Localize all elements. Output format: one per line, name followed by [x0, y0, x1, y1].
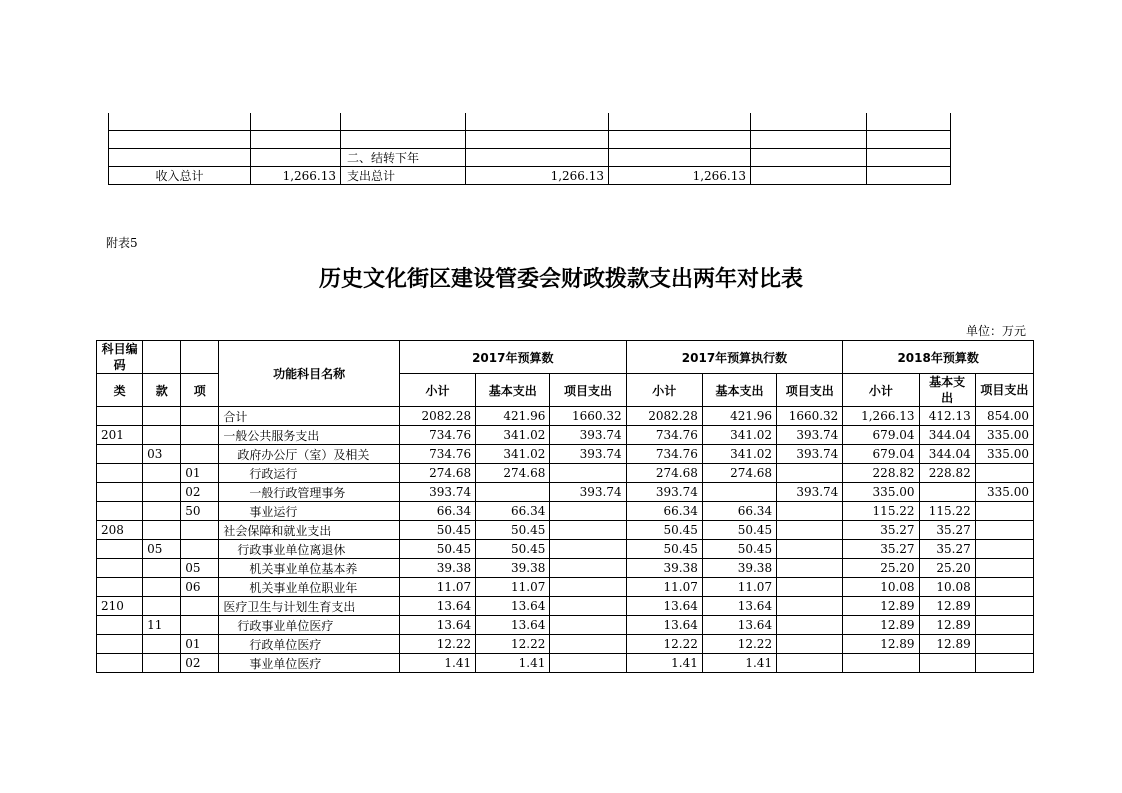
amount-cell	[843, 654, 919, 673]
amount-cell: 39.38	[476, 559, 550, 578]
amount-cell: 66.34	[476, 502, 550, 521]
amount-cell	[975, 502, 1033, 521]
subject-name-cell: 机关事业单位基本养	[219, 559, 400, 578]
amount-cell	[550, 521, 626, 540]
amount-cell: 11.07	[399, 578, 475, 597]
summary-cell	[251, 113, 341, 131]
lei-code-cell	[97, 654, 143, 673]
amount-cell: 50.45	[476, 540, 550, 559]
amount-cell	[777, 464, 843, 483]
amount-cell: 393.74	[777, 483, 843, 502]
subtotal-header: 小计	[399, 374, 475, 407]
appendix-label: 附表5	[106, 236, 138, 250]
summary-cell	[109, 149, 251, 167]
amount-cell: 66.34	[702, 502, 776, 521]
amount-cell: 1,266.13	[843, 407, 919, 426]
amount-cell: 13.64	[702, 616, 776, 635]
amount-cell: 421.96	[702, 407, 776, 426]
summary-cell	[867, 113, 951, 131]
amount-cell: 393.74	[550, 483, 626, 502]
amount-cell: 734.76	[626, 426, 702, 445]
kuan-code-cell	[143, 559, 181, 578]
budget-comparison-table	[96, 340, 1034, 673]
amount-cell: 335.00	[975, 426, 1033, 445]
amount-cell: 393.74	[777, 445, 843, 464]
amount-cell: 335.00	[975, 445, 1033, 464]
amount-cell	[777, 521, 843, 540]
amount-cell: 12.89	[919, 616, 975, 635]
amount-cell: 393.74	[550, 445, 626, 464]
summary-row	[109, 167, 951, 185]
amount-cell: 50.45	[476, 521, 550, 540]
summary-cell	[109, 113, 251, 131]
table-row	[97, 559, 1034, 578]
amount-cell	[550, 540, 626, 559]
xiang-code-cell: 50	[181, 502, 219, 521]
amount-cell: 12.89	[919, 635, 975, 654]
lei-code-cell: 210	[97, 597, 143, 616]
summary-cell: 1,266.13	[466, 167, 609, 185]
table-row	[97, 426, 1034, 445]
amount-cell: 1.41	[476, 654, 550, 673]
amount-cell	[975, 540, 1033, 559]
group-2017-budget-header: 2017年预算数	[399, 341, 626, 374]
amount-cell	[777, 559, 843, 578]
amount-cell: 274.68	[702, 464, 776, 483]
amount-cell	[975, 464, 1033, 483]
kuan-code-cell: 11	[143, 616, 181, 635]
summary-cell	[751, 149, 867, 167]
subject-name-cell: 事业运行	[219, 502, 400, 521]
xiang-code-cell	[181, 540, 219, 559]
amount-cell	[550, 559, 626, 578]
amount-cell	[550, 578, 626, 597]
amount-cell: 421.96	[476, 407, 550, 426]
subject-name-cell: 行政事业单位离退休	[219, 540, 400, 559]
amount-cell: 11.07	[476, 578, 550, 597]
amount-cell	[550, 597, 626, 616]
table-row	[97, 635, 1034, 654]
xiang-code-cell	[181, 445, 219, 464]
amount-cell: 274.68	[399, 464, 475, 483]
amount-cell: 66.34	[399, 502, 475, 521]
xiang-header: 项	[181, 374, 219, 407]
subject-name-cell: 一般行政管理事务	[219, 483, 400, 502]
amount-cell	[702, 483, 776, 502]
amount-cell: 35.27	[843, 540, 919, 559]
subtotal-header: 小计	[843, 374, 919, 407]
project-header: 项目支出	[975, 374, 1033, 407]
amount-cell: 35.27	[919, 521, 975, 540]
group-2018-budget-header: 2018年预算数	[843, 341, 1034, 374]
summary-cell: 支出总计	[341, 167, 466, 185]
amount-cell: 39.38	[702, 559, 776, 578]
amount-cell	[550, 502, 626, 521]
amount-cell	[550, 635, 626, 654]
group-2017-exec-header: 2017年预算执行数	[626, 341, 843, 374]
amount-cell: 734.76	[399, 426, 475, 445]
lei-code-cell	[97, 407, 143, 426]
amount-cell: 274.68	[476, 464, 550, 483]
xiang-code-cell: 01	[181, 464, 219, 483]
amount-cell: 13.64	[476, 616, 550, 635]
amount-cell	[919, 654, 975, 673]
amount-cell	[550, 464, 626, 483]
kuan-code-cell	[143, 654, 181, 673]
subject-name-cell: 行政事业单位医疗	[219, 616, 400, 635]
summary-cell	[751, 131, 867, 149]
amount-cell: 274.68	[626, 464, 702, 483]
summary-cell	[867, 149, 951, 167]
amount-cell: 11.07	[702, 578, 776, 597]
summary-cell	[341, 113, 466, 131]
table-row	[97, 654, 1034, 673]
amount-cell: 393.74	[399, 483, 475, 502]
xiang-code-cell: 05	[181, 559, 219, 578]
amount-cell	[777, 502, 843, 521]
amount-cell	[777, 597, 843, 616]
amount-cell: 10.08	[843, 578, 919, 597]
kuan-code-cell	[143, 464, 181, 483]
summary-row	[109, 113, 951, 131]
amount-cell: 12.22	[702, 635, 776, 654]
amount-cell: 393.74	[626, 483, 702, 502]
amount-cell	[476, 483, 550, 502]
subject-name-cell: 政府办公厅（室）及相关	[219, 445, 400, 464]
amount-cell	[777, 654, 843, 673]
summary-cell: 1,266.13	[609, 167, 751, 185]
amount-cell: 50.45	[702, 521, 776, 540]
amount-cell	[975, 616, 1033, 635]
xiang-code-cell	[181, 426, 219, 445]
summary-table-fragment	[108, 113, 951, 185]
amount-cell: 13.64	[399, 597, 475, 616]
page-title: 历史文化街区建设管委会财政拨款支出两年对比表	[318, 267, 803, 292]
amount-cell	[777, 540, 843, 559]
table-row	[97, 407, 1034, 426]
amount-cell: 13.64	[702, 597, 776, 616]
subtotal-header: 小计	[626, 374, 702, 407]
amount-cell: 854.00	[975, 407, 1033, 426]
amount-cell: 1.41	[702, 654, 776, 673]
amount-cell: 50.45	[399, 521, 475, 540]
amount-cell: 11.07	[626, 578, 702, 597]
amount-cell	[975, 635, 1033, 654]
amount-cell: 13.64	[626, 597, 702, 616]
xiang-code-cell	[181, 521, 219, 540]
amount-cell: 12.22	[626, 635, 702, 654]
summary-cell	[867, 167, 951, 185]
lei-code-cell	[97, 540, 143, 559]
amount-cell: 50.45	[399, 540, 475, 559]
lei-code-cell	[97, 483, 143, 502]
amount-cell: 228.82	[843, 464, 919, 483]
amount-cell: 35.27	[919, 540, 975, 559]
amount-cell: 734.76	[626, 445, 702, 464]
amount-cell: 13.64	[626, 616, 702, 635]
xiang-code-cell: 02	[181, 654, 219, 673]
subject-name-cell: 医疗卫生与计划生育支出	[219, 597, 400, 616]
amount-cell: 344.04	[919, 426, 975, 445]
amount-cell: 115.22	[843, 502, 919, 521]
amount-cell: 1660.32	[777, 407, 843, 426]
kuan-code-cell	[143, 407, 181, 426]
summary-row	[109, 149, 951, 167]
summary-cell	[251, 131, 341, 149]
lei-code-cell	[97, 559, 143, 578]
table-row	[97, 483, 1034, 502]
amount-cell: 1.41	[399, 654, 475, 673]
summary-cell	[609, 131, 751, 149]
summary-cell	[466, 149, 609, 167]
unit-label: 单位：万元	[965, 324, 1026, 338]
amount-cell: 39.38	[399, 559, 475, 578]
lei-code-cell	[97, 464, 143, 483]
amount-cell: 12.22	[476, 635, 550, 654]
amount-cell	[975, 578, 1033, 597]
amount-cell	[550, 616, 626, 635]
xiang-code-cell	[181, 597, 219, 616]
kuan-code-cell: 05	[143, 540, 181, 559]
xiang-code-cell: 02	[181, 483, 219, 502]
amount-cell	[975, 597, 1033, 616]
amount-cell: 50.45	[702, 540, 776, 559]
amount-cell: 393.74	[777, 426, 843, 445]
amount-cell: 341.02	[476, 426, 550, 445]
amount-cell: 341.02	[702, 426, 776, 445]
summary-cell	[466, 113, 609, 131]
summary-cell	[251, 149, 341, 167]
amount-cell: 12.89	[843, 616, 919, 635]
summary-cell	[609, 149, 751, 167]
amount-cell: 25.20	[919, 559, 975, 578]
lei-code-cell	[97, 502, 143, 521]
amount-cell: 1660.32	[550, 407, 626, 426]
code-header: 科目编码	[97, 341, 143, 374]
amount-cell: 341.02	[702, 445, 776, 464]
amount-cell: 734.76	[399, 445, 475, 464]
amount-cell: 50.45	[626, 540, 702, 559]
amount-cell: 12.89	[843, 635, 919, 654]
kuan-header: 款	[143, 374, 181, 407]
table-row	[97, 578, 1034, 597]
name-header: 功能科目名称	[219, 341, 400, 407]
summary-cell: 收入总计	[109, 167, 251, 185]
subject-name-cell: 事业单位医疗	[219, 654, 400, 673]
project-header: 项目支出	[550, 374, 626, 407]
kuan-code-cell	[143, 483, 181, 502]
amount-cell: 25.20	[843, 559, 919, 578]
amount-cell: 66.34	[626, 502, 702, 521]
table-row	[97, 521, 1034, 540]
kuan-code-cell	[143, 521, 181, 540]
summary-cell	[109, 131, 251, 149]
basic-header: 基本支出	[919, 374, 975, 407]
xiang-code-cell: 01	[181, 635, 219, 654]
table-row	[97, 502, 1034, 521]
lei-code-cell: 208	[97, 521, 143, 540]
amount-cell: 12.89	[919, 597, 975, 616]
summary-cell	[466, 131, 609, 149]
xiang-code-cell	[181, 407, 219, 426]
summary-cell	[609, 113, 751, 131]
lei-header: 类	[97, 374, 143, 407]
amount-cell: 35.27	[843, 521, 919, 540]
amount-cell	[550, 654, 626, 673]
kuan-code-cell	[143, 426, 181, 445]
amount-cell	[777, 616, 843, 635]
kuan-code-cell	[143, 635, 181, 654]
amount-cell: 39.38	[626, 559, 702, 578]
amount-cell: 393.74	[550, 426, 626, 445]
xiang-code-cell: 06	[181, 578, 219, 597]
subject-name-cell: 一般公共服务支出	[219, 426, 400, 445]
summary-cell	[751, 113, 867, 131]
lei-code-cell	[97, 578, 143, 597]
table-row	[97, 445, 1034, 464]
amount-cell: 679.04	[843, 426, 919, 445]
amount-cell	[975, 559, 1033, 578]
amount-cell: 679.04	[843, 445, 919, 464]
amount-cell: 13.64	[476, 597, 550, 616]
amount-cell: 335.00	[843, 483, 919, 502]
summary-cell: 二、结转下年	[341, 149, 466, 167]
amount-cell	[777, 578, 843, 597]
amount-cell: 12.89	[843, 597, 919, 616]
subject-name-cell: 社会保障和就业支出	[219, 521, 400, 540]
table-row	[97, 597, 1034, 616]
lei-code-cell	[97, 616, 143, 635]
amount-cell: 344.04	[919, 445, 975, 464]
lei-code-cell	[97, 635, 143, 654]
amount-cell: 13.64	[399, 616, 475, 635]
table-row	[97, 464, 1034, 483]
amount-cell: 115.22	[919, 502, 975, 521]
amount-cell: 228.82	[919, 464, 975, 483]
project-header: 项目支出	[777, 374, 843, 407]
subject-name-cell: 行政运行	[219, 464, 400, 483]
summary-cell	[341, 131, 466, 149]
summary-table-body	[109, 113, 951, 185]
amount-cell	[777, 635, 843, 654]
amount-cell: 2082.28	[626, 407, 702, 426]
budget-table-body	[97, 407, 1034, 673]
lei-code-cell	[97, 445, 143, 464]
kuan-code-cell	[143, 578, 181, 597]
xiang-code-cell	[181, 616, 219, 635]
amount-cell: 2082.28	[399, 407, 475, 426]
kuan-code-cell	[143, 502, 181, 521]
header-row-1	[97, 341, 1034, 374]
amount-cell	[919, 483, 975, 502]
summary-cell: 1,266.13	[251, 167, 341, 185]
subject-name-cell: 行政单位医疗	[219, 635, 400, 654]
amount-cell	[975, 521, 1033, 540]
subject-name-cell: 合计	[219, 407, 400, 426]
summary-cell	[751, 167, 867, 185]
subject-name-cell: 机关事业单位职业年	[219, 578, 400, 597]
kuan-code-cell	[143, 597, 181, 616]
amount-cell: 341.02	[476, 445, 550, 464]
amount-cell: 50.45	[626, 521, 702, 540]
summary-row	[109, 131, 951, 149]
amount-cell: 335.00	[975, 483, 1033, 502]
lei-code-cell: 201	[97, 426, 143, 445]
table-row	[97, 540, 1034, 559]
amount-cell: 412.13	[919, 407, 975, 426]
basic-header: 基本支出	[702, 374, 776, 407]
table-row	[97, 616, 1034, 635]
amount-cell	[975, 654, 1033, 673]
amount-cell: 1.41	[626, 654, 702, 673]
summary-cell	[867, 131, 951, 149]
amount-cell: 10.08	[919, 578, 975, 597]
kuan-code-cell: 03	[143, 445, 181, 464]
amount-cell: 12.22	[399, 635, 475, 654]
basic-header: 基本支出	[476, 374, 550, 407]
